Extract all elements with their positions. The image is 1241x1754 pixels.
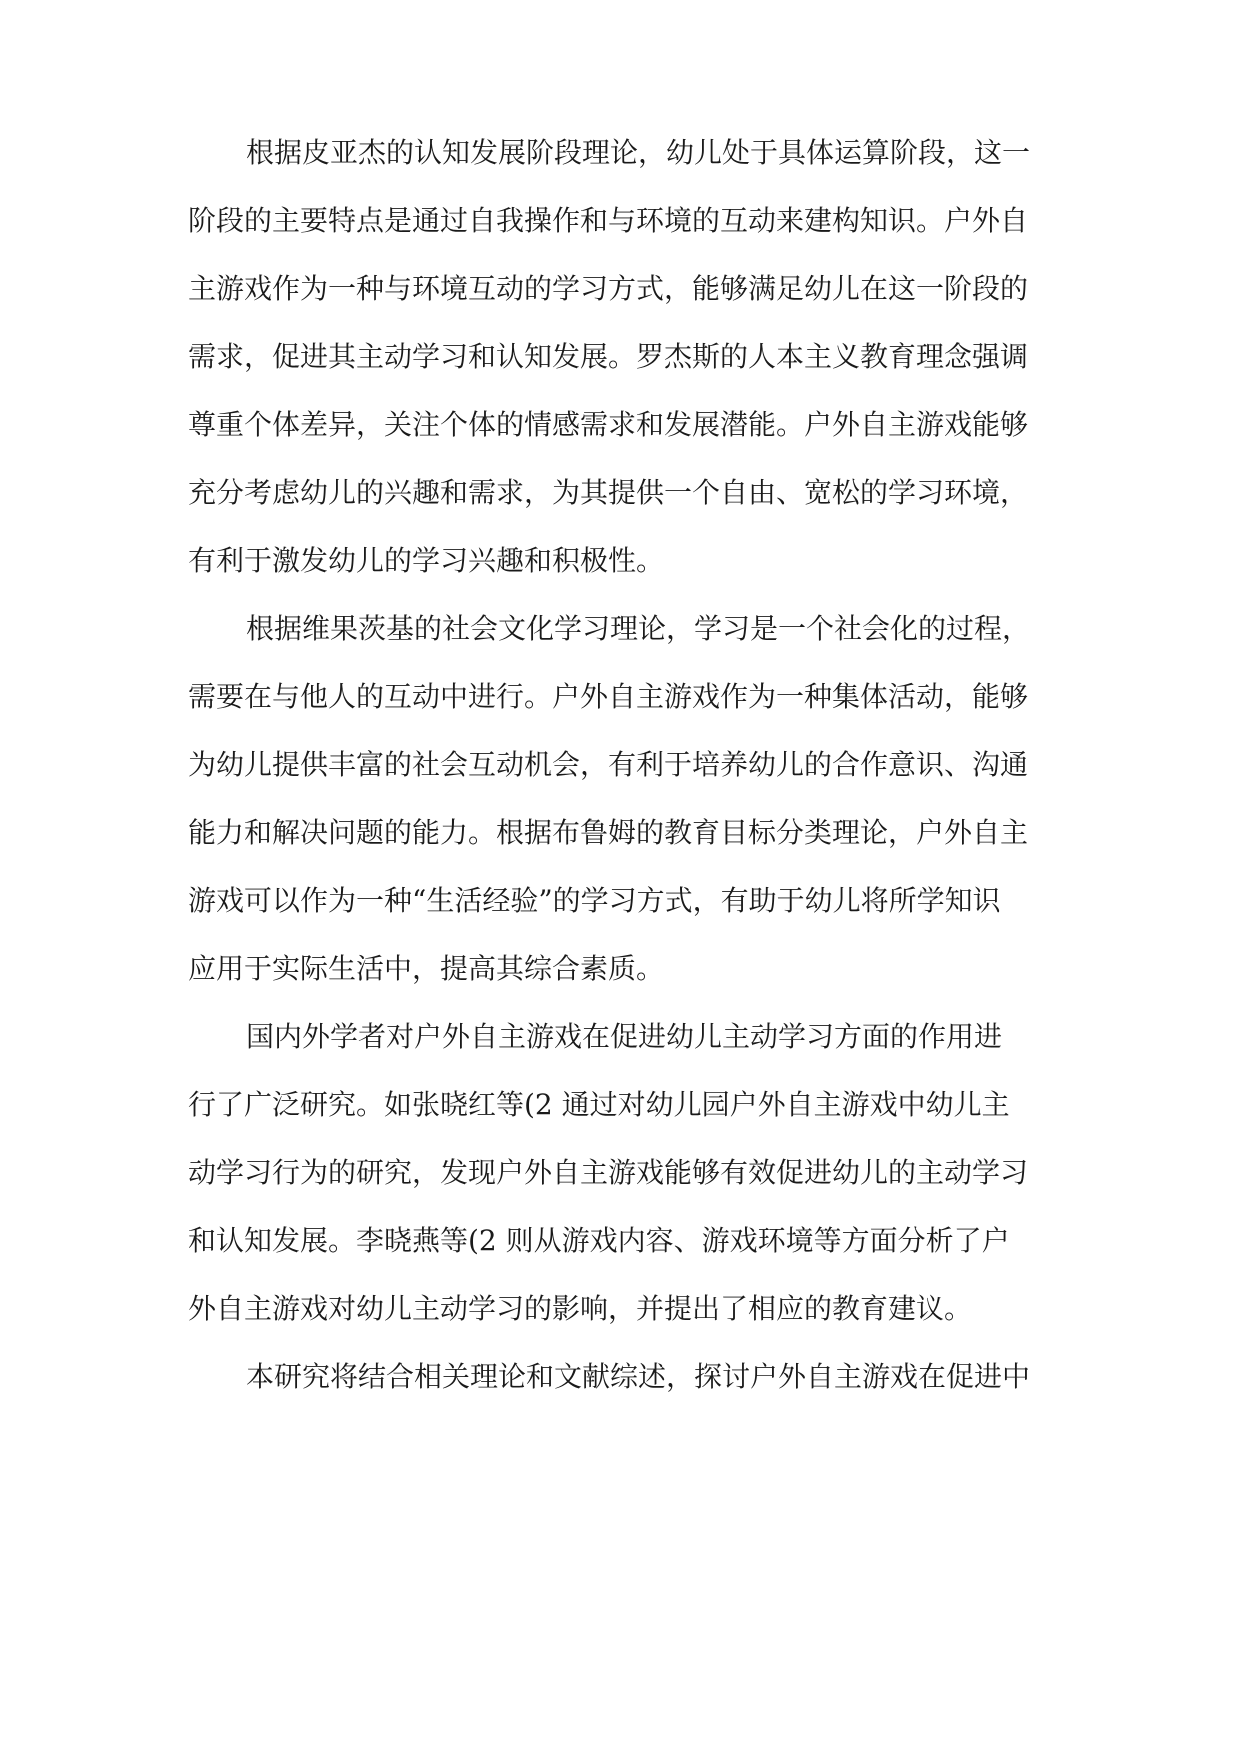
paragraph-1-line-6: 充分考虑幼儿的兴趣和需求，为其提供一个自由、宽松的学习环境， — [188, 476, 1029, 509]
paragraph-3-line-5: 外自主游戏对幼儿主动学习的影响，并提出了相应的教育建议。 — [188, 1292, 973, 1325]
paragraph-2-line-2: 需要在与他人的互动中进行。户外自主游戏作为一种集体活动，能够 — [188, 680, 1029, 713]
paragraph-2-line-6: 应用于实际生活中，提高其综合素质。 — [188, 952, 665, 985]
paragraph-2-line-4: 能力和解决问题的能力。根据布鲁姆的教育目标分类理论，户外自主 — [188, 816, 1029, 849]
paragraph-3-line-1: 国内外学者对户外自主游戏在促进幼儿主动学习方面的作用进 — [246, 1020, 1003, 1053]
paragraph-4-line-1: 本研究将结合相关理论和文献综述，探讨户外自主游戏在促进中 — [246, 1360, 1031, 1393]
paragraph-3-line-3: 动学习行为的研究，发现户外自主游戏能够有效促进幼儿的主动学习 — [188, 1156, 1029, 1189]
paragraph-2-line-5: 游戏可以作为一种“生活经验”的学习方式，有助于幼儿将所学知识 — [188, 884, 1001, 917]
paragraph-3-line-4: 和认知发展。李晓燕等(2 则从游戏内容、游戏环境等方面分析了户 — [188, 1224, 1010, 1257]
paragraph-1-line-7: 有利于激发幼儿的学习兴趣和积极性。 — [188, 544, 665, 577]
paragraph-1-line-1: 根据皮亚杰的认知发展阶段理论，幼儿处于具体运算阶段，这一 — [246, 136, 1031, 169]
paragraph-1-line-3: 主游戏作为一种与环境互动的学习方式，能够满足幼儿在这一阶段的 — [188, 272, 1029, 305]
paragraph-2-line-3: 为幼儿提供丰富的社会互动机会，有利于培养幼儿的合作意识、沟通 — [188, 748, 1029, 781]
paragraph-1-line-5: 尊重个体差异，关注个体的情感需求和发展潜能。户外自主游戏能够 — [188, 408, 1029, 441]
paragraph-3-line-2: 行了广泛研究。如张晓红等(2 通过对幼儿园户外自主游戏中幼儿主 — [188, 1088, 1010, 1121]
paragraph-2-line-1: 根据维果茨基的社会文化学习理论，学习是一个社会化的过程， — [246, 612, 1031, 645]
paragraph-1-line-4: 需求，促进其主动学习和认知发展。罗杰斯的人本主义教育理念强调 — [188, 340, 1029, 373]
paragraph-1-line-2: 阶段的主要特点是通过自我操作和与环境的互动来建构知识。户外自 — [188, 204, 1029, 237]
